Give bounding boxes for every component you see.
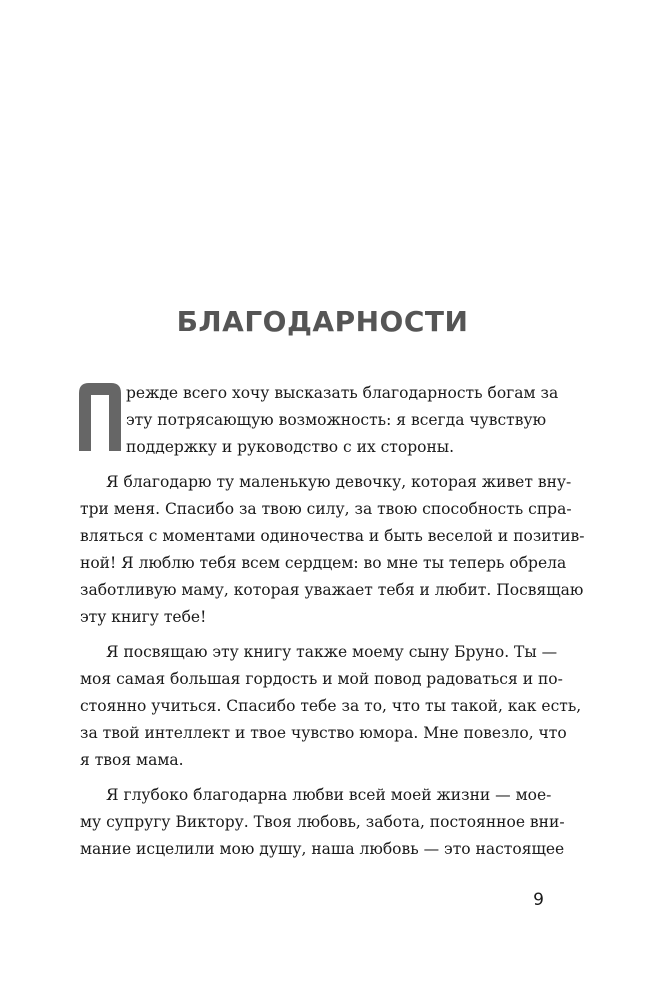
- text-line: Я благодарю ту маленькую девочку, которая живет вну-: [106, 473, 572, 491]
- text-line: мание исцелили мою душу, наша любовь — это настоящее: [80, 840, 565, 858]
- text-line: вляться с моментами одиночества и быть веселой и позитив-: [80, 527, 585, 545]
- text-line: я твоя мама.: [80, 751, 184, 769]
- text-line: ной! Я люблю тебя всем сердцем: во мне ты теперь обрела: [80, 554, 567, 572]
- text-line: эту потрясающую возможность: я всегда чувствую: [126, 411, 547, 429]
- paragraph: [80, 639, 582, 774]
- page-number: 9: [533, 890, 544, 910]
- paragraph: [80, 469, 585, 631]
- body-text: [80, 380, 585, 863]
- text-line: стоянно учиться. Спасибо тебе за то, что ты такой, как есть,: [80, 697, 582, 715]
- text-line: Я глубоко благодарна любви всей моей жизни — моe-: [106, 786, 552, 804]
- text-line: поддержку и руководство с их стороны.: [126, 438, 455, 456]
- paragraph: [80, 782, 565, 863]
- text-line: три меня. Спасибо за твою силу, за твою способность спра-: [80, 500, 572, 518]
- text-line: заботливую маму, которая уважает тебя и любит. Посвящаю: [80, 581, 584, 599]
- text-line: за твой интеллект и твое чувство юмора. Мне повезло, что: [80, 724, 567, 742]
- text-line: режде всего хочу высказать благодарность богам за: [126, 384, 559, 402]
- text-line: моя самая большая гордость и мой повод радоваться и по-: [80, 670, 563, 688]
- text-line: му супругу Виктору. Твоя любовь, забота, постоянное вни-: [80, 813, 565, 831]
- chapter-title: БЛАГОДАРНОСТИ: [176, 305, 469, 338]
- paragraph: [80, 380, 559, 461]
- text-line: Я посвящаю эту книгу также моему сыну Бруно. Ты —: [106, 643, 558, 661]
- text-line: эту книгу тебе!: [80, 608, 207, 626]
